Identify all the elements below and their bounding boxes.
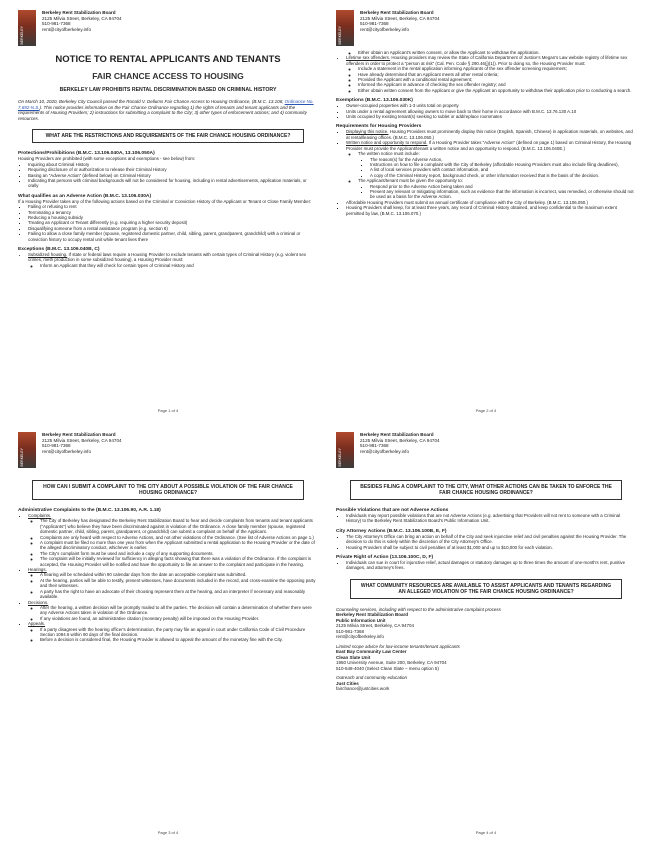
- intro-paragraph: On March 10, 2020, Berkeley City Council passed the Ronald V. Dellums Fair Chance Access to Housing Ordinance, (B.M.C. 13.106; Ordinance No. 7,692-N.S.). This notice provides information on the Fair Chance Ordinance regarding 1) the rights of tenants and tenant applicants and the requirements of Housing Providers; 2) instructions for submitting a complaint to the City; 3) other types of enforcement actions; and 4) community resources.: [18, 99, 314, 121]
- list-item: ◦ The City of Berkeley has designated the Berkeley Rent Stabilization Board to hear and decide complaints from tenants and tenant applicants ("Applicants") who believe they have been discriminated against in violation of the Ordinance. A close family member (spouse, registered domestic partner, child, sibling, parent, grandparent, or grandchild) can submit a complaint on behalf of the Applicant.: [40, 518, 318, 534]
- list-item: ▪ Complaints. ◦ The City of Berkeley has designated the Berkeley Rent Stabilization Board to hear and decide complaints from tenants and tenant applicants ("Applicants") who believe they have been discriminated against in violation of the Ordinance. A close family member (spouse, registered domestic partner, child, sibling, parent, grandparent, or grandchild) can submit a complaint on behalf of the Applicant. ◦ Complaints are only heard with respect to Adverse Actions, and not other violations of the Ordinance. (See list of Adverse Actions on page 1.) ◦ A complaint must be filed no more than one year from when the Applicant submitted a rental application to the Housing Provider or the date of the alleged discriminatory conduct, whichever is earlier. ◦ The City's complaint form must be used and include a copy of any supporting documents. ◦ The complaint will be initially reviewed for sufficiency in alleging facts showing that there was a violation of the Ordinance. If the complaint is accepted, the Housing Provider will be notified and have the opportunity to file an answer to the complaint and participate in the hearing.: [28, 513, 318, 567]
- list-item: ▪ Terminating a tenancy: [28, 210, 318, 215]
- org-email: rent@cityofberkeley.info: [360, 26, 410, 32]
- org-address: 2125 Milvia Street, Berkeley, CA 94704: [360, 15, 440, 21]
- city-attorney-list: [336, 534, 636, 550]
- list-item: ◦ A complaint must be filed no more than one year from when the Applicant submitted a rental application to the Housing Provider or the date of the alleged discriminatory conduct, whichever is earlier.: [40, 540, 318, 551]
- list-item: ▪ Inquiring about Criminal History: [28, 162, 318, 167]
- org-info: [42, 10, 122, 32]
- heading-possible-violations: Possible Violations that are not Adverse Actions: [336, 508, 449, 513]
- document-page-2: [336, 10, 636, 415]
- org-info: [42, 432, 122, 454]
- list-item: ▪ A copy of the Criminal History report, background check, or other information received that is the basis of the decision.: [370, 173, 636, 178]
- list-item: ▪ The City Attorney's Office can bring an action on behalf of the City and seek injunctive relief and civil penalties against the Housing Provider. The decision to do this is solely within the discretion of the City Attorney's Office.: [346, 534, 636, 545]
- heading-exemptions: Exemptions (B.M.C. 13.106.030K): [336, 98, 413, 104]
- list-item: ▪ Housing Providers shall be subject to civil penalties of at least $1,000 and up to $10,000 for each violation.: [346, 545, 636, 550]
- heading-admin-complaints: Administrative Complaints to the (B.M.C. 13.106.90, A.R. 1.18): [18, 508, 161, 513]
- list-item: ◦ Include a statement in the rental application informing Applicants of the sex offender screening requirement;: [358, 66, 636, 71]
- org-phone: 510-981-7368: [360, 443, 389, 449]
- letterhead: [18, 10, 318, 50]
- berkeley-logo: BERKELEY: [336, 432, 354, 468]
- heading-requirements: Requirements for Housing Providers: [336, 124, 422, 130]
- private-right-list: [336, 560, 636, 571]
- org-name: Berkeley Rent Stabilization Board: [360, 432, 434, 437]
- list-item: ◦ Provided the Applicant with a conditional rental agreement;: [358, 77, 636, 82]
- list-item: ▪ Disqualifying someone from a rental assistance program (e.g. section 8): [28, 226, 318, 231]
- org-phone: 510-981-7368: [42, 443, 71, 449]
- list-item: ▪ Indicating that persons with criminal backgrounds will not be considered for housing, including in rental advertisements, application materials, or orally: [28, 178, 318, 189]
- org-info: [360, 432, 440, 454]
- list-item: ▪ Basing an "Adverse Action" (defined below) on Criminal History: [28, 173, 318, 178]
- org-info: [360, 10, 440, 32]
- list-item: ▪ Present any relevant or mitigating information, such as evidence that the information is incorrect, was remedied, or otherwise should not be used as a basis for the Adverse Action.: [370, 189, 636, 200]
- list-item: ▪ The reason(s) for the Adverse Action,: [370, 157, 636, 162]
- heading-protections: Protections/Prohibitions (B.M.C. 13.106.040A, 13.106.050A): [18, 151, 155, 157]
- list-item: ◦ The Applicant/tenant must be given the opportunity to: ▪ Respond prior to the Adverse Action being taken and ▪ Present any relevant or mitigating information, such as evidence that the information is incorrect, was remedied, or otherwise should not be used as a basis for the Adverse Action.: [358, 178, 636, 200]
- resource-rent-board: Counseling services, including with respect to the administrative complaint process Berkeley Rent Stabilization Board Public Information Unit 2125 Milvia Street, Berkeley, CA 94704 510-981-7368 rent@cityofberkeley.info: [336, 606, 501, 640]
- list-item: ▪ Requiring disclosure of or authorization to release their Criminal History: [28, 167, 318, 172]
- list-item: ▪ Reducing a housing subsidy: [28, 215, 318, 220]
- list-item: ▪ Failing or refusing to rent: [28, 204, 318, 209]
- requirements-list: [336, 129, 636, 216]
- list-item: ◦ The complaint will be initially reviewed for sufficiency in alleging facts showing that there was a violation of the Ordinance. If the complaint is accepted, the Housing Provider will be notified and have the opportunity to file an answer to the complaint and participate in the hearing.: [40, 556, 318, 567]
- heading-adverse-action: What qualifies as an Adverse Action (B.M.C. 13.106.030A): [18, 193, 152, 199]
- list-item: ▪ A list of local services providers with contact information, and: [370, 167, 636, 172]
- section-box-enforcement: BESIDES FILING A COMPLAINT TO THE CITY, WHAT OTHER ACTIONS CAN BE TAKEN TO ENFORCE THE FAIR CHANCE HOUSING ORDINANCE?: [350, 480, 622, 500]
- list-item: ▪ Units under a rental agreement allowing owners to move back to their home in accordance with B.M.C. 13.76.130 A.10: [346, 109, 636, 114]
- list-item: ◦ A party has the right to have an advocate of their choosing represent them at the hearing, and an interpreter if necessary and reasonably available.: [40, 589, 318, 600]
- list-item: ◦ Before a decision is considered final, the Housing Provider is allowed to appeal the amount of the monetary fine with the City.: [40, 637, 318, 642]
- section-box-complaint: HOW CAN I SUBMIT A COMPLAINT TO THE CITY ABOUT A POSSIBLE VIOLATION OF THE FAIR CHANCE HOUSING ORDINANCE?: [32, 480, 304, 500]
- page-title: NOTICE TO RENTAL APPLICANTS AND TENANTS: [55, 54, 281, 65]
- document-page-3: [18, 432, 318, 837]
- berkeley-logo: BERKELEY: [18, 10, 36, 46]
- letterhead: [336, 10, 636, 50]
- berkeley-logo: BERKELEY: [336, 10, 354, 46]
- resource-ebclc: Limited scope advice for low-income tenants/tenant applicants East Bay Community Law Center Clean Slate Unit 1950 University Avenue, Suite 200, Berkeley, CA 94704 510-548-4040 (Select Clean Slate – menu option 5): [336, 643, 460, 671]
- list-item: ▪ Failing to allow a close family member (spouse, registered domestic partner, child, sibling, parent, grandparent, grandchild) with a criminal or conviction history to occupy rental unit while tenant lives there: [28, 231, 318, 242]
- heading-exceptions: Exceptions (B.M.C. 13.106.040B, C): [18, 247, 100, 253]
- list-item: ▪ Units occupied by existing tenant(s) seeking to sublet or add/replace roommates: [346, 114, 636, 119]
- ordinance-link[interactable]: Ordinance No. 7,692-N.S.: [18, 99, 314, 110]
- list-item: ▪ Displaying this notice. Housing Providers must prominently display this notice (English, Spanish, Chinese) in application materials, on websites, and at rental/leasing offices. (B.M.C. 13.106.050.): [346, 129, 636, 140]
- org-email: rent@cityofberkeley.info: [360, 448, 410, 454]
- list-item: ▪ Individuals can sue in court for injunctive relief, actual damages or statutory damages up to three times the amount of one-month's rent, punitive damages, and attorney's fees.: [346, 560, 636, 571]
- page-footer: Page 2 of 4: [475, 408, 497, 413]
- list-item: ▪ Treating an Applicant or Tenant differently (e.g. requiring a higher security deposit): [28, 220, 318, 225]
- heading-city-attorney: City Attorney Actions (B.M.C. 13.106.100B, E, F): [336, 528, 447, 534]
- adverse-action-text: If a Housing Provider takes any of the following actions based on the Criminal or Conviction History of the Applicant or Tenant or Close Family Member:: [18, 198, 312, 204]
- list-item: ◦ If any violations are found, an administrative citation (monetary penalty) will be imposed on the Housing Provider.: [40, 616, 318, 621]
- org-phone: 510-981-7368: [360, 21, 389, 27]
- possible-violations-list: [336, 513, 636, 524]
- list-item: ◦ If a party disagrees with the hearing officer's determination, the party may file an appeal in court under California Code of Civil Procedure Section 1094.6 within 90 days of the final decision.: [40, 627, 318, 638]
- page-subtitle: FAIR CHANCE ACCESS TO HOUSING: [92, 71, 244, 81]
- list-item: ◦ Either obtain written consent from the Applicant or give the Applicant an opportunity to withdraw their application prior to conducting a search.: [358, 88, 636, 93]
- list-item: ▪ Individuals may report possible violations that are not Adverse Actions (e.g. advertising that Providers will not rent to someone with a Criminal History) to the Berkeley Rent Stabilization Board's Public Information Unit.: [346, 513, 636, 524]
- list-item: ▪ Owner-occupied properties with 1-3 units total on property: [346, 103, 636, 108]
- org-name: Berkeley Rent Stabilization Board: [360, 10, 434, 15]
- exemptions-list: [336, 103, 636, 119]
- list-item: ◦ The City's complaint form must be used and include a copy of any supporting documents.: [40, 551, 318, 556]
- org-address: 2125 Milvia Street, Berkeley, CA 94704: [42, 437, 122, 443]
- list-item: ▪ Respond prior to the Adverse Action being taken and: [370, 184, 636, 189]
- org-email: rent@cityofberkeley.info: [42, 448, 92, 454]
- org-phone: 510-981-7368: [42, 21, 71, 27]
- list-item: • Lifetime sex offenders. Housing providers may review the State of California Department of Justice's Megan's Law website registry of lifetime sex offenders in order to protect a "person at risk" (Cal. Pen. Code § 290.46(j)(1)). Prior to doing so, the Housing Provider must: ◦ Include a statement in the rental application informing Applicants of the sex offender screening requirement; ◦ Have already determined that an Applicant meets all other rental criteria; ◦ Provided the Applicant with a conditional rental agreement; ◦ Informed the Applicant in advance of checking the sex offender registry; and ◦ Either obtain written consent from the Applicant or give the Applicant an opportunity to withdraw their application prior to conducting a search.: [346, 55, 636, 93]
- list-item: ◦ At the hearing, parties will be able to testify, present witnesses, have documents included in the record, and cross-examine the opposing party and their witnesses.: [40, 578, 318, 589]
- org-address: 2125 Milvia Street, Berkeley, CA 94704: [360, 437, 440, 443]
- resource-just-cities: Outreach and community education Just Cities fairchance@justcities.work: [336, 675, 408, 692]
- list-item: ▪ Appeals. ◦ If a party disagrees with the hearing officer's determination, the party may file an appeal in court under California Code of Civil Procedure Section 1094.6 within 90 days of the final decision. ◦ Before a decision is considered final, the Housing Provider is allowed to appeal the amount of the monetary fine with the City.: [28, 621, 318, 643]
- section-box-resources: WHAT COMMUNITY RESOURCES ARE AVAILABLE TO ASSIST APPLICANTS AND TENANTS REGARDING AN ALLEGED VIOLATION OF THE FAIR CHANCE HOUSING ORDINANCE?: [350, 579, 622, 599]
- document-page-1: [18, 10, 318, 415]
- org-name: Berkeley Rent Stabilization Board: [42, 10, 116, 15]
- list-item: ▪ Written notice and opportunity to respond. If a Housing Provider takes "Adverse Action" (defined on page 1) based on Criminal History, the Housing Provider must provide the Applicant/tenant a written notice and an opportunity to respond. (B.M.C. 13.106.040E.) ◦ The written notice must include: ▪ The reason(s) for the Adverse Action, ▪ Instructions on how to file a complaint with the City of Berkeley (affordable Housing Providers must also include filing deadlines), ▪ A list of local services providers with contact information, and ▪ A copy of the Criminal History report, background check, or other information received that is the basis of the decision. ◦ The Applicant/tenant must be given the opportunity to: ▪ Respond prior to the Adverse Action being taken and ▪ Present any relevant or mitigating information, such as evidence that the information is incorrect, was remedied, or otherwise should not be used as a basis for the Adverse Action.: [346, 140, 636, 199]
- page-footer: Page 1 of 4: [157, 408, 179, 413]
- exceptions-list: [18, 252, 318, 268]
- list-item: ◦ Informed the Applicant in advance of checking the sex offender registry; and: [358, 82, 636, 87]
- list-item: ◦ Either obtain an Applicant's written consent, or allow the Applicant to withdraw the application.: [358, 50, 636, 55]
- list-item: ◦ Inform an Applicant that they will check for certain types of Criminal History and: [40, 263, 318, 268]
- org-email: rent@cityofberkeley.info: [42, 26, 92, 32]
- list-item: ▪ Affordable Housing Providers must submit an annual certificate of compliance with the City of Berkeley. (B.M.C. 13.106.050.): [346, 200, 636, 205]
- page-footer: Page 4 of 4: [475, 830, 497, 835]
- protections-list: [18, 162, 318, 189]
- list-item: ◦ A hearing will be scheduled within 90 calendar days from the date an acceptable complaint was submitted.: [40, 572, 318, 577]
- letterhead: [336, 432, 636, 472]
- list-item: ◦ Complaints are only heard with respect to Adverse Actions, and not other violations of the Ordinance. (See list of Adverse Actions on page 1.): [40, 535, 318, 540]
- list-item: ▪ Instructions on how to file a complaint with the City of Berkeley (affordable Housing Providers must also include filing deadlines),: [370, 162, 636, 167]
- section-box-restrictions: WHAT ARE THE RESTRICTIONS AND REQUIREMENTS OF THE FAIR CHANCE HOUSING ORDINANCE?: [32, 129, 304, 143]
- list-item: ▪ Hearings. ◦ A hearing will be scheduled within 90 calendar days from the date an acceptable complaint was submitted. ◦ At the hearing, parties will be able to testify, present witnesses, have documents included in the record, and cross-examine the opposing party and their witnesses. ◦ A party has the right to have an advocate of their choosing represent them at the hearing, and an interpreter if necessary and reasonably available.: [28, 567, 318, 599]
- document-page-4: [336, 432, 636, 837]
- list-item: ◦ The written notice must include: ▪ The reason(s) for the Adverse Action, ▪ Instructions on how to file a complaint with the City of Berkeley (affordable Housing Providers must also include filing deadlines), ▪ A list of local services providers with contact information, and ▪ A copy of the Criminal History report, background check, or other information received that is the basis of the decision.: [358, 151, 636, 178]
- list-item: ▪ Housing Providers shall keep, for at least three years, any record of Criminal History obtained, and keep confidential to the maximum extent permitted by law, (B.M.C. 13.106.070.): [346, 205, 636, 216]
- protections-text: Housing Providers are prohibited (with some exceptions and exemptions - see below) from:: [18, 156, 196, 162]
- adverse-action-list: [18, 204, 318, 242]
- org-name: Berkeley Rent Stabilization Board: [42, 432, 116, 437]
- continued-list: [336, 50, 636, 93]
- list-item: ◦ Have already determined that an Applicant meets all other rental criteria;: [358, 72, 636, 77]
- list-item: ◦ After the hearing, a written decision will be promptly mailed to all the parties. The decision will contain a determination of whether there were any Adverse Actions taken in violation of the Ordinance.: [40, 605, 318, 616]
- page-subtitle-2: BERKELEY LAW PROHIBITS RENTAL DISCRIMINATION BASED ON CRIMINAL HISTORY: [59, 87, 277, 93]
- berkeley-logo: BERKELEY: [18, 432, 36, 468]
- list-item: ▪ Decisions. ◦ After the hearing, a written decision will be promptly mailed to all the parties. The decision will contain a determination of whether there were any Adverse Actions taken in violation of the Ordinance. ◦ If any violations are found, an administrative citation (monetary penalty) will be imposed on the Housing Provider.: [28, 600, 318, 622]
- list-item: • Subsidized housing. If state or federal laws require a Housing Provider to exclude tenants with certain types of Criminal History (e.g. violent sex crimes, meth production in some subsidized housing), a Housing Provider must: ◦ Inform an Applicant that they will check for certain types of Criminal History and: [28, 252, 318, 268]
- org-address: 2125 Milvia Street, Berkeley, CA 94704: [42, 15, 122, 21]
- heading-private-right: Private Right of Action (13.106.100C, D, F): [336, 555, 434, 561]
- letterhead: [18, 432, 318, 472]
- page-footer: Page 3 of 4: [157, 830, 179, 835]
- admin-complaints-list: [18, 513, 318, 643]
